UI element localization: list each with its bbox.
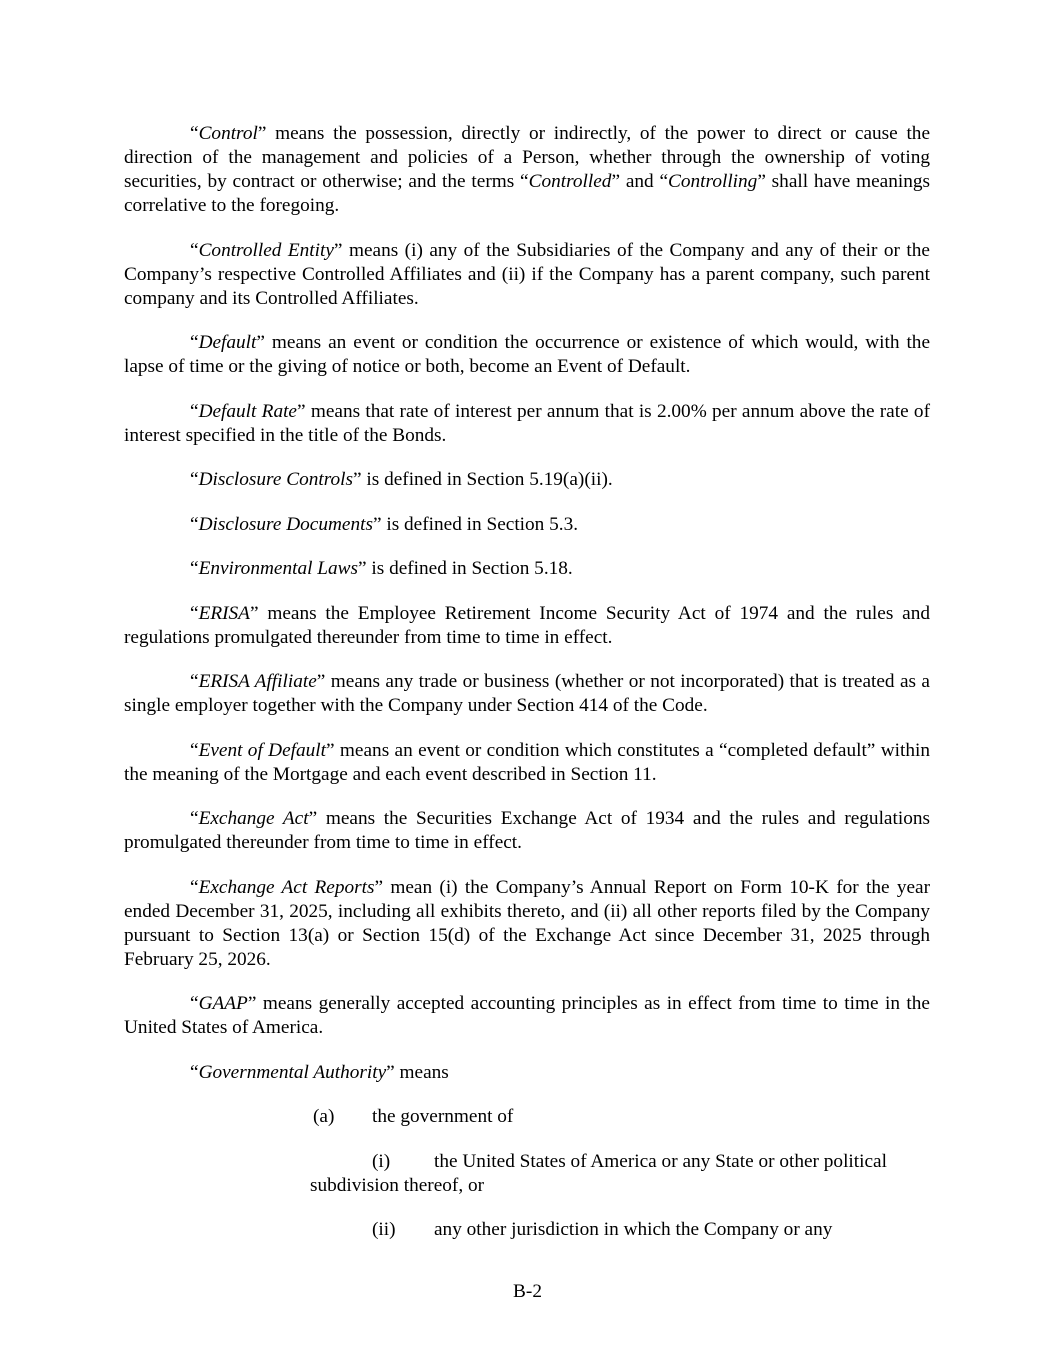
open-quote: “ bbox=[190, 602, 199, 624]
definition-text: means the Employee Retirement Income Security Act of 1974 and the rules and regulations promulgated thereunder from time to time in effect. bbox=[124, 602, 930, 648]
open-quote: “ bbox=[190, 739, 199, 761]
definition-paragraph bbox=[124, 122, 930, 218]
clause-ii bbox=[310, 1218, 922, 1242]
close-quote: ” bbox=[374, 876, 384, 898]
definition-text: means that rate of interest per annum that is 2.00% per annum above the rate of interest specified in the title of the Bonds. bbox=[124, 400, 930, 446]
defined-term: Default bbox=[198, 332, 257, 353]
definition-paragraph bbox=[124, 992, 930, 1040]
definition-text: is defined in Section 5.3. bbox=[381, 513, 579, 535]
definition-text: means any trade or business (whether or not incorporated) that is treated as a single employer together with the Company under Section 414 of the Code. bbox=[124, 671, 930, 716]
definition-text: is defined in Section 5.18. bbox=[366, 558, 573, 579]
close-quote: ” bbox=[308, 808, 318, 829]
defined-term: Disclosure Documents bbox=[198, 513, 373, 535]
defined-term: Exchange Act bbox=[198, 808, 309, 829]
definition-text: is defined in Section 5.19(a)(ii). bbox=[361, 469, 613, 490]
close-quote: ” bbox=[249, 602, 259, 624]
close-quote: ” bbox=[316, 671, 326, 692]
definition-text: means the possession, directly or indirectly, of the power to direct or cause the direction of the management and policies of a Person, whether through the ownership of voting securities, by contract or otherwise; and the terms “Controlled” and “Controlling” shall have meanings correlative to the foregoing. bbox=[124, 123, 930, 216]
close-quote: ” bbox=[326, 739, 335, 761]
clause-text: any other jurisdiction in which the Company or any bbox=[434, 1219, 833, 1240]
open-quote: “ bbox=[190, 400, 199, 422]
open-quote: “ bbox=[190, 513, 199, 535]
definition-text: means bbox=[394, 1061, 449, 1083]
open-quote: “ bbox=[190, 671, 199, 692]
definition-paragraph bbox=[124, 513, 930, 537]
close-quote: ” bbox=[247, 993, 257, 1014]
open-quote: “ bbox=[190, 469, 199, 490]
clause-number: (a) bbox=[313, 1106, 335, 1127]
defined-term: Default Rate bbox=[198, 400, 297, 422]
defined-term: Controlled Entity bbox=[198, 239, 334, 261]
document-body bbox=[124, 122, 930, 1263]
definition-paragraph bbox=[124, 739, 930, 787]
defined-term: Environmental Laws bbox=[198, 558, 358, 579]
open-quote: “ bbox=[190, 123, 199, 144]
definitions-list bbox=[124, 122, 930, 1085]
defined-term: Exchange Act Reports bbox=[198, 876, 375, 898]
clause-text: the United States of America or any State or other political subdivision thereof, or bbox=[310, 1150, 887, 1196]
clause-number: (ii) bbox=[372, 1219, 396, 1240]
definition-paragraph bbox=[124, 670, 930, 718]
clause-a bbox=[313, 1105, 930, 1129]
definition-text: means the Securities Exchange Act of 1934 and the rules and regulations promulgated thereunder from time to time in effect. bbox=[124, 808, 930, 853]
open-quote: “ bbox=[190, 332, 199, 353]
close-quote: ” bbox=[358, 558, 367, 579]
definition-paragraph bbox=[124, 807, 930, 855]
definition-paragraph bbox=[124, 1061, 930, 1085]
defined-term: GAAP bbox=[198, 993, 248, 1014]
open-quote: “ bbox=[190, 558, 199, 579]
definition-text: mean (i) the Company’s Annual Report on Form 10-K for the year ended December 31, 2025, including all exhibits thereto, and (ii) all other reports filed by the Company pursuant to Section 13(a) or Section 15(d) of the Exchange Act since December 31, 2025 through February 25, 2026. bbox=[124, 876, 930, 970]
defined-term: ERISA Affiliate bbox=[198, 671, 317, 692]
clause-text: the government of bbox=[372, 1106, 514, 1127]
open-quote: “ bbox=[190, 993, 199, 1014]
close-quote: ” bbox=[372, 513, 382, 535]
definition-text: means an event or condition which constitutes a “completed default” within the meaning of the Mortgage and each event described in Section 11. bbox=[124, 739, 930, 785]
definition-paragraph bbox=[124, 468, 930, 492]
definition-paragraph bbox=[124, 557, 930, 581]
close-quote: ” bbox=[257, 123, 267, 144]
definition-paragraph bbox=[124, 602, 930, 650]
definition-text: means generally accepted accounting principles as in effect from time to time in the United States of America. bbox=[124, 993, 930, 1038]
definition-paragraph bbox=[124, 400, 930, 448]
close-quote: ” bbox=[386, 1061, 395, 1083]
close-quote: ” bbox=[353, 469, 362, 490]
page-number: B-2 bbox=[513, 1281, 542, 1302]
close-quote: ” bbox=[333, 239, 343, 261]
clause-i bbox=[310, 1150, 922, 1198]
defined-term: ERISA bbox=[198, 602, 250, 624]
definition-text: means (i) any of the Subsidiaries of the Company and any of their or the Company’s respective Controlled Affiliates and (ii) if the Company has a parent company, such parent company and its Controlled Affiliates. bbox=[124, 239, 930, 309]
clause-number: (i) bbox=[372, 1150, 391, 1172]
defined-term: Control bbox=[198, 123, 258, 144]
definition-paragraph bbox=[124, 331, 930, 379]
open-quote: “ bbox=[190, 1061, 199, 1083]
definition-text: means an event or condition the occurrence or existence of which would, with the lapse of time or the giving of notice or both, become an Event of Default. bbox=[124, 332, 930, 377]
definition-paragraph bbox=[124, 239, 930, 311]
defined-term: Governmental Authority bbox=[198, 1061, 387, 1083]
close-quote: ” bbox=[297, 400, 306, 422]
close-quote: ” bbox=[256, 332, 265, 353]
defined-term: Event of Default bbox=[198, 739, 327, 761]
open-quote: “ bbox=[190, 239, 199, 261]
definition-paragraph bbox=[124, 876, 930, 972]
defined-term: Disclosure Controls bbox=[198, 469, 354, 490]
open-quote: “ bbox=[190, 876, 199, 898]
open-quote: “ bbox=[190, 808, 199, 829]
